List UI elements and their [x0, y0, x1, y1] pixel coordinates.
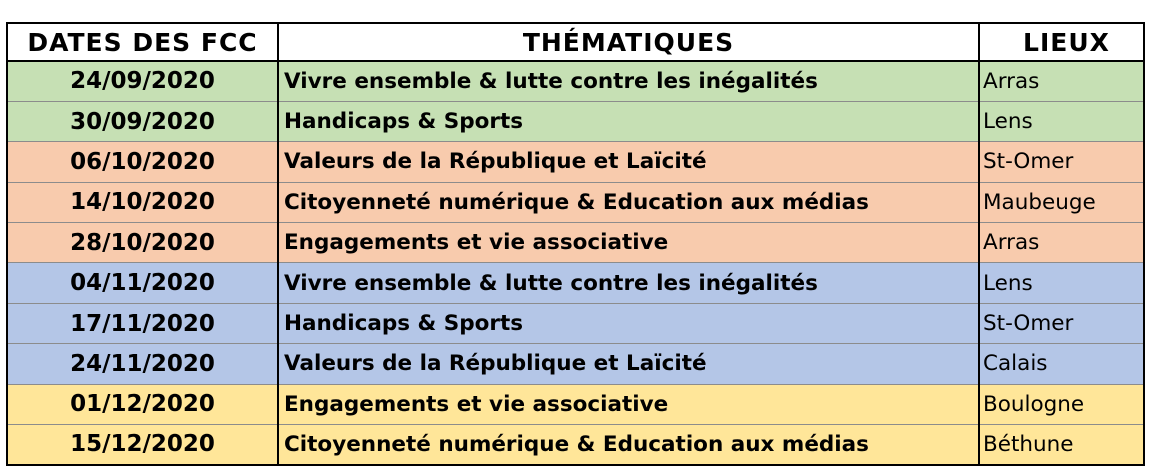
row-theme: Handicaps & Sports: [278, 303, 979, 343]
row-date: 04/11/2020: [7, 263, 278, 303]
row-theme: Engagements et vie associative: [278, 223, 979, 263]
table-row: [7, 61, 1144, 101]
header-places: LIEUX: [979, 23, 1144, 61]
row-place: Arras: [979, 223, 1144, 263]
table-header: [7, 23, 1144, 61]
row-theme: Handicaps & Sports: [278, 101, 979, 141]
row-date: 14/10/2020: [7, 182, 278, 222]
row-date: 15/12/2020: [7, 425, 278, 465]
row-place: Maubeuge: [979, 182, 1144, 222]
table-row: [7, 425, 1144, 465]
row-date: 06/10/2020: [7, 142, 278, 182]
header-row: [7, 23, 1144, 61]
table-row: [7, 223, 1144, 263]
row-date: 28/10/2020: [7, 223, 278, 263]
table-row: [7, 303, 1144, 343]
table-row: [7, 142, 1144, 182]
row-theme: Citoyenneté numérique & Education aux médias: [278, 182, 979, 222]
table-row: [7, 182, 1144, 222]
fcc-schedule-table: [6, 22, 1145, 466]
row-place: Lens: [979, 101, 1144, 141]
row-theme: Valeurs de la République et Laïcité: [278, 142, 979, 182]
row-theme: Valeurs de la République et Laïcité: [278, 344, 979, 384]
header-dates: DATES DES FCC: [7, 23, 278, 61]
header-themes: THÉMATIQUES: [278, 23, 979, 61]
table-row: [7, 344, 1144, 384]
row-theme: Engagements et vie associative: [278, 384, 979, 424]
row-date: 30/09/2020: [7, 101, 278, 141]
row-place: St-Omer: [979, 303, 1144, 343]
row-theme: Citoyenneté numérique & Education aux médias: [278, 425, 979, 465]
table-body: [7, 61, 1144, 465]
row-place: Calais: [979, 344, 1144, 384]
row-place: Béthune: [979, 425, 1144, 465]
row-place: Lens: [979, 263, 1144, 303]
table-row: [7, 384, 1144, 424]
row-place: Boulogne: [979, 384, 1144, 424]
row-theme: Vivre ensemble & lutte contre les inégalités: [278, 263, 979, 303]
row-date: 24/09/2020: [7, 61, 278, 101]
table-row: [7, 263, 1144, 303]
table-row: [7, 101, 1144, 141]
row-date: 24/11/2020: [7, 344, 278, 384]
row-theme: Vivre ensemble & lutte contre les inégalités: [278, 61, 979, 101]
row-date: 01/12/2020: [7, 384, 278, 424]
row-place: St-Omer: [979, 142, 1144, 182]
row-date: 17/11/2020: [7, 303, 278, 343]
row-place: Arras: [979, 61, 1144, 101]
